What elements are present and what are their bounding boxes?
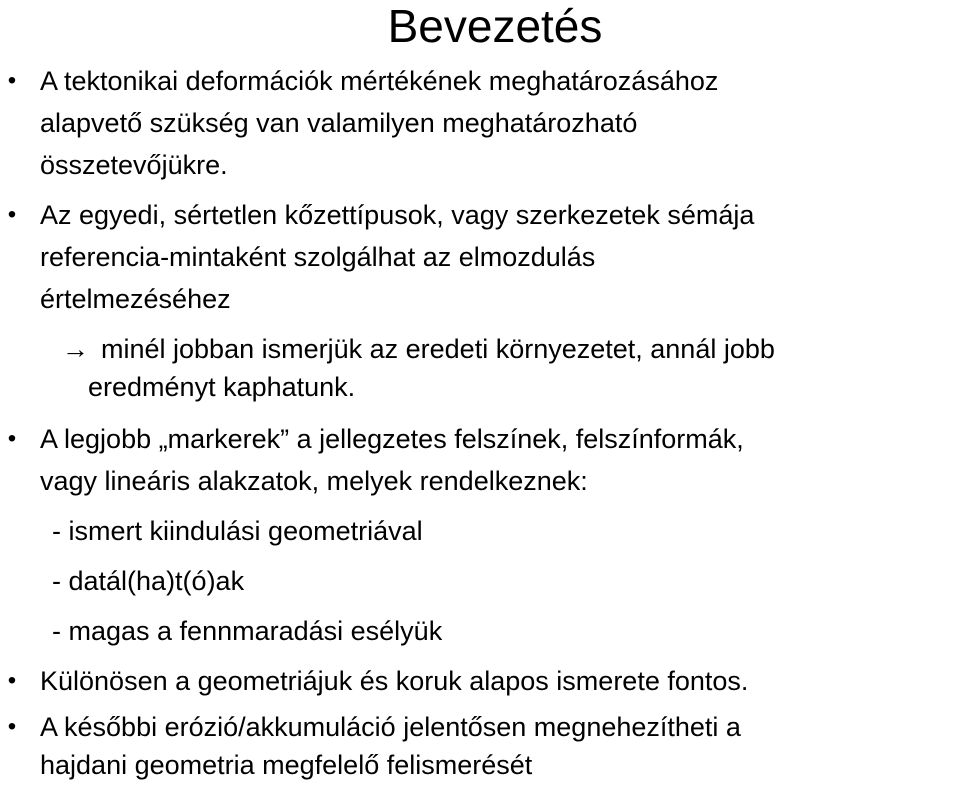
bullet-5-line-2: hajdani geometria megfelelő felismerését <box>40 750 533 780</box>
arrow-right-icon: → <box>62 334 89 364</box>
bullet-3-line-2: vagy lineáris alakzatok, melyek rendelkeznek: <box>40 466 588 496</box>
sub-item-1: - ismert kiindulási geometriával <box>52 516 423 546</box>
sub-item-2: - datál(ha)t(ó)ak <box>52 566 245 596</box>
bullet-4-line-1: Különösen a geometriájuk és koruk alapos ismerete fontos. <box>40 666 749 696</box>
bullet-1-line-3: összetevőjükre. <box>40 150 228 180</box>
bullet-2-line-2: referencia-mintaként szolgálhat az elmozdulás <box>40 242 596 272</box>
sub-item-3: - magas a fennmaradási esélyük <box>52 616 443 646</box>
bullet-1-line-2: alapvető szükség van valamilyen meghatározható <box>40 108 638 138</box>
arrow-statement-line-2: eredményt kaphatunk. <box>88 372 356 402</box>
bullet-5-line-1: A későbbi erózió/akkumuláció jelentősen megnehezítheti a <box>40 712 741 742</box>
bullet-icon: • <box>7 667 17 694</box>
arrow-statement-line-1: minél jobban ismerjük az eredeti környezetet, annál jobb <box>101 334 775 364</box>
bullet-icon: • <box>7 713 17 740</box>
bullet-icon: • <box>7 201 17 228</box>
bullet-icon: • <box>7 67 17 94</box>
bullet-2-line-1: Az egyedi, sértetlen kőzettípusok, vagy szerkezetek sémája <box>40 200 755 230</box>
bullet-1-line-1: A tektonikai deformációk mértékének meghatározásához <box>40 66 719 96</box>
arrow-statement <box>62 328 775 370</box>
slide-title: Bevezetés <box>387 0 603 52</box>
bullet-icon: • <box>7 425 17 452</box>
bullet-2-line-3: értelmezéséhez <box>40 284 231 314</box>
bullet-3-line-1: A legjobb „markerek” a jellegzetes felszínek, felszínformák, <box>40 424 744 454</box>
